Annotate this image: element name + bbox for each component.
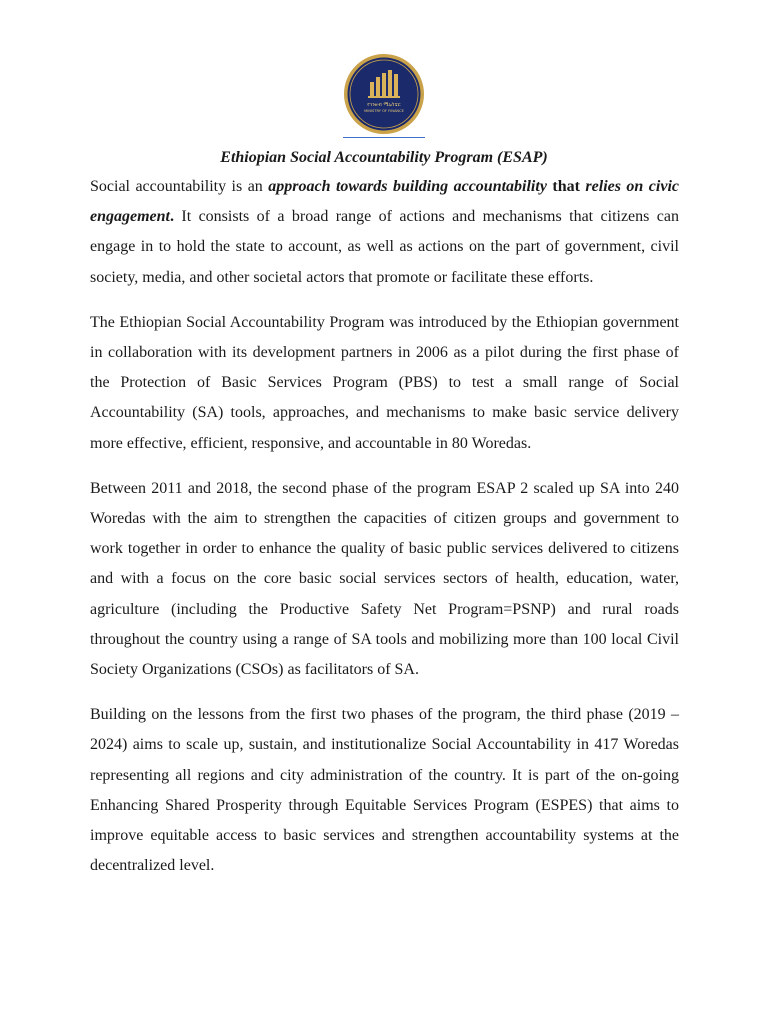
paragraph-intro <box>90 172 679 293</box>
logo-text-english: MINISTRY OF FINANCE <box>364 109 404 113</box>
paragraph-phase-two: Between 2011 and 2018, the second phase of the program ESAP 2 scaled up SA into 240 Woredas with the aim to strengthen the capacities of citizen groups and government to work together in order to enhance the quality of basic public services delivered to citizens and with a focus on the core basic social services sectors of health, education, water, agriculture (including the Productive Safety Net Program=PSNP) and rural roads throughout the country using a range of SA tools and mobilizing more than 100 local Civil Society Organizations (CSOs) as facilitators of SA. <box>90 479 679 679</box>
logo-underline <box>343 137 425 138</box>
document-title: Ethiopian Social Accountability Program (ESAP) <box>220 149 548 166</box>
logo-text-amharic: የገንዘብ ሚኒስቴር <box>367 102 401 108</box>
intro-bold-period: . <box>170 208 174 226</box>
intro-emphasis-approach: approach towards building accountability <box>268 178 547 195</box>
paragraph-history: The Ethiopian Social Accountability Program was introduced by the Ethiopian government in collaboration with its development partners in 2006 as a pilot during the first phase of the Protection of Basic Services Program (PBS) to test a small range of Social Accountability (SA) tools, approaches, and mechanisms to make basic service delivery more effective, efficient, responsive, and accountable in 80 Woredas. <box>90 313 679 452</box>
intro-emphasis-civic: relies on civic engagement <box>90 178 679 226</box>
intro-bold-that: that <box>546 178 586 195</box>
ministry-seal-icon <box>343 52 425 138</box>
document-body <box>90 172 679 896</box>
intro-text-2: It consists of a broad range of actions and mechanisms that citizens can engage in to hold the state to account, as well as actions on the part of government, civil society, media, and other societal actors that promote or facilitate these efforts. <box>90 208 679 286</box>
paragraph-phase-three: Building on the lessons from the first two phases of the program, the third phase (2019 – 2024) aims to scale up, sustain, and institutionalize Social Accountability in 417 Woredas representing all regions and city administration of the country. It is part of the on-going Enhancing Shared Prosperity through Equitable Services Program (ESPES) that aims to improve equitable access to basic services and strengthen accountability systems at the decentralized level. <box>90 706 679 875</box>
intro-text-1: Social accountability is an <box>90 178 269 195</box>
ministry-logo <box>343 52 425 138</box>
